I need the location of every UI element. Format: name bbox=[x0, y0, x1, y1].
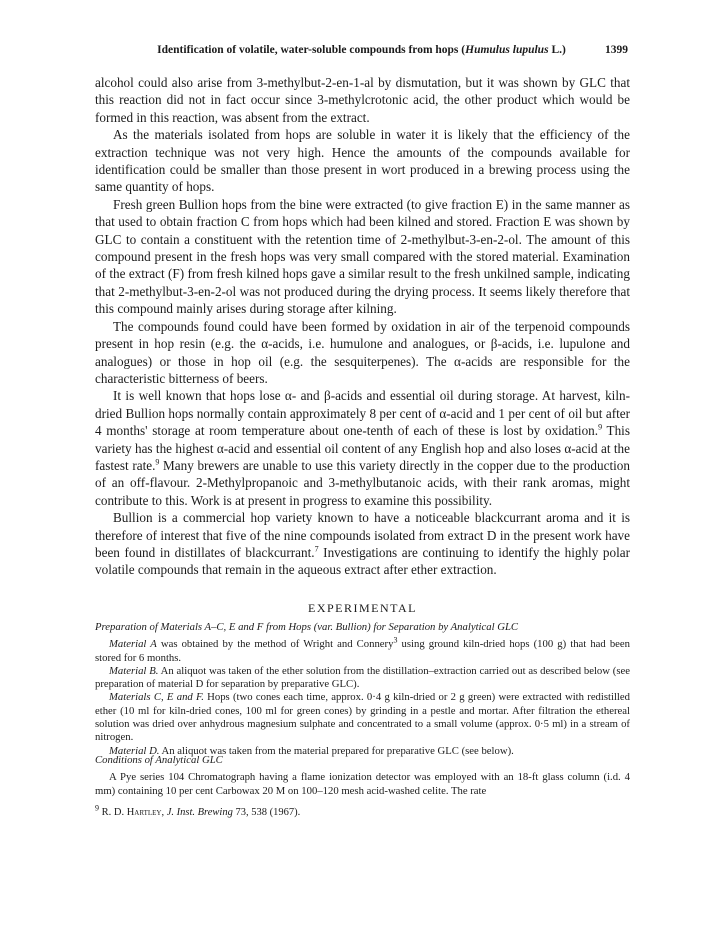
citation-ref: 3 bbox=[393, 635, 398, 645]
running-title: Identification of volatile, water-soluble compounds from hops (Humulus lupulus L.) bbox=[157, 44, 566, 56]
conditions-paragraph: A Pye series 104 Chromatograph having a flame ionization detector was employed with an 18-ft glass column (i.d. 4 mm) containing 10 per cent Carbowax 20 M on 100–120 mesh acid-washed celite. The rate bbox=[95, 771, 630, 797]
footnote-author: R. D. Hartley, bbox=[101, 807, 165, 818]
material-a-paragraph: Material A was obtained by the method of Wright and Connery$^3$ using ground kiln-dried hops (100 g) that had been stored for 6 months. bbox=[95, 635, 630, 664]
citation-ref: 9 bbox=[155, 457, 160, 467]
running-head bbox=[95, 44, 628, 56]
paragraph-1: alcohol could also arise from 3-methylbut-2-en-1-al by dismutation, but it was shown by GLC that this reaction did not in fact occur since 3-methylcrotonic acid, the other product which would be formed in this reaction, was absent from the extract. bbox=[95, 75, 630, 125]
subheading-conditions: Conditions of Analytical GLC bbox=[95, 754, 223, 766]
material-b-paragraph: Material B. An aliquot was taken of the ether solution from the distillation–extraction carried out as described below (see preparation of material D for separation by preparative GLC). bbox=[95, 664, 630, 691]
citation-ref: 9 bbox=[598, 422, 603, 432]
material-d-paragraph: Material D. An aliquot was taken from the material prepared for preparative GLC (see below). bbox=[109, 744, 514, 757]
citation-ref: 7 bbox=[314, 544, 319, 554]
paragraph-6: Bullion is a commercial hop variety known to have a noticeable blackcurrant aroma and it is therefore of interest that five of the nine compounds isolated from extract D in the present work have been found in distillates of blackcurrant.$^7$ Investigations are continuing to identify the highly polar volatile compounds that remain in the aqueous extract after ether extraction. bbox=[95, 510, 630, 578]
paragraph-4: The compounds found could have been formed by oxidation in air of the terpenoid compounds present in hop resin (e.g. the α-acids, i.e. humulone and analogues, or β-acids, i.e. lupulone and analogues) or those in hop oil (e.g. the sesquiterpenes). The α-acids are responsible for the characteristic bitterness of beers. bbox=[95, 318, 630, 386]
body-text bbox=[95, 74, 630, 579]
paragraph-2: As the materials isolated from hops are soluble in water it is likely that the efficiency of the extraction technique was not very high. Hence the amounts of the compounds available for identification could be smaller than those present in wort produced in a brewing process using the same quantity of hops. bbox=[95, 127, 630, 195]
footnote-citation: 73, 538 (1967). bbox=[232, 807, 301, 818]
subheading-preparation: Preparation of Materials A–C, E and F from Hops (var. Bullion) for Separation by Analytical GLC bbox=[95, 621, 519, 633]
experimental-materials bbox=[95, 621, 630, 758]
paragraph-3: Fresh green Bullion hops from the bine were extracted (to give fraction E) in the same manner as that used to obtain fraction C from hops which had been kilned and stored. Fraction E was shown by GLC to contain a constituent with the retention time of 2-methylbut-3-en-2-ol. The amount of this compound present in the fresh hops was very small compared with the stored material. Examination of the extract (F) from fresh kilned hops gave a similar result to the fresh unkilned sample, indicating that 2-methylbut-3-en-2-ol was not produced during the drying process. It seems likely therefore that this compound mainly arises during storage after kilning. bbox=[95, 196, 630, 317]
paragraph-5: It is well known that hops lose α- and β-acids and essential oil during storage. At harvest, kiln-dried Bullion hops normally contain approximately 8 per cent of α-acid and 1 per cent of oil but after 4 months' storage at room temperature about one-tenth of each of these is lost by oxidation.$^9$ This variety has the highest α-acid and essential oil content of any English hop and also loses α-acid at the fastest rate.$^9$ Many brewers are unable to use this variety directly in the copper due to the production of an off-flavour. 2-Methylpropanoic and 3-methylbutanoic acids, with their rank aromas, might contribute to this. Work is at present in progress to examine this possibility. bbox=[95, 388, 630, 508]
material-cef-paragraph: Materials C, E and F. Hops (two cones each time, approx. 0·4 g kiln-dried or 2 g green) were extracted with redistilled ether (10 ml for kiln-dried cones, 100 ml for green cones) by grinding in a pestle and mortar. After filtration the ethereal solution was dried over anhydrous magnesium sulphate and concentrated to a small volume (approx. 0·5 ml) in a stream of nitrogen. bbox=[95, 691, 630, 744]
section-heading-experimental: EXPERIMENTAL bbox=[307, 601, 418, 615]
page-number: 1399 bbox=[605, 44, 628, 56]
footnote-marker: 9 bbox=[95, 803, 99, 813]
experimental-conditions bbox=[95, 754, 630, 798]
footnote-journal: J. Inst. Brewing bbox=[166, 807, 233, 818]
footnote bbox=[95, 803, 630, 818]
